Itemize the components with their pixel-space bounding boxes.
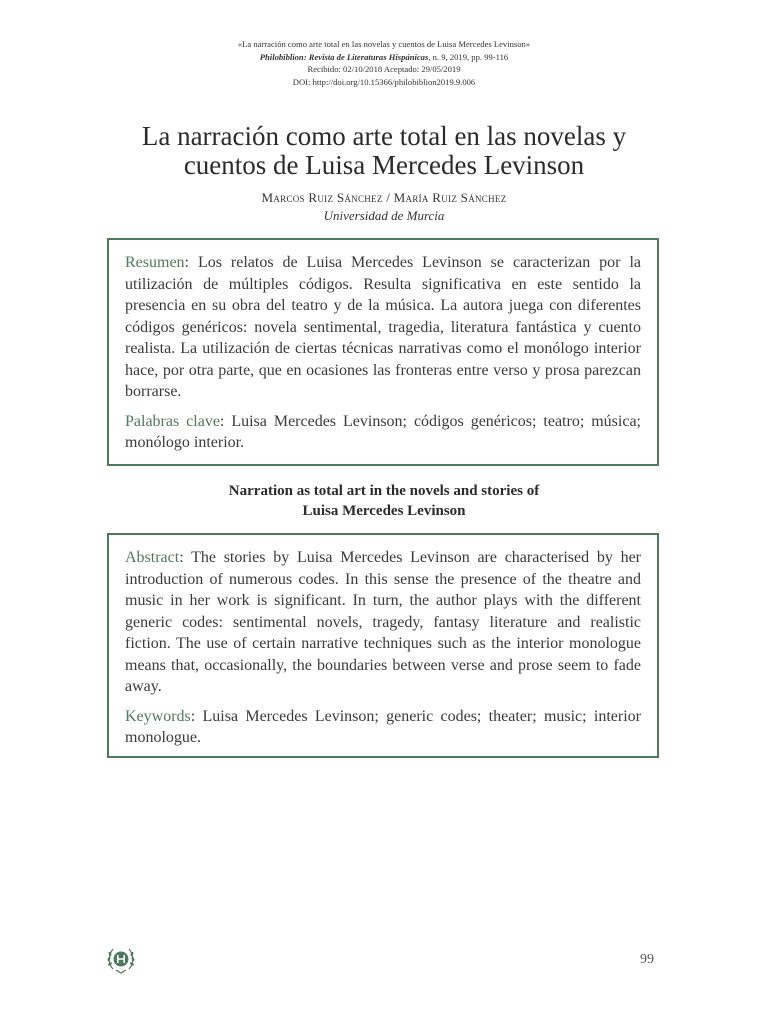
abstract-label: Abstract [125, 549, 180, 566]
palabras-clave-text: : Luisa Mercedes Levinson; códigos genéricos; teatro; música; monólogo interior. [125, 412, 642, 451]
article-title [60, 122, 708, 180]
abstract-box [107, 533, 659, 758]
doi-line: DOI: http://doi.org/10.15366/philobiblion2019.9.006 [292, 76, 476, 87]
affiliation: Universidad de Murcia [323, 208, 445, 223]
english-title-line-2: Luisa Mercedes Levinson [302, 503, 466, 519]
citation-line: «La narración como arte total en las novelas y cuentos de Luisa Mercedes Levinson» [237, 39, 531, 49]
page-number: 99 [640, 952, 654, 967]
abstract-text: : The stories by Luisa Mercedes Levinson are characterised by her introduction of numerous codes. In this sense the presence of the theatre and music in her work is significant. In turn, the author plays with the different generic codes: sentimental novels, tragedy, fantasy literature and realistic fiction. The use of certain narrative techniques such as the interior monologue means that, occasionally, the boundaries between verse and prose seem to fade away. [125, 549, 641, 695]
journal-line [0, 51, 768, 64]
authors: Marcos Ruiz Sánchez / María Ruiz Sánchez [261, 190, 507, 205]
citation-header [0, 38, 768, 88]
keywords-text: : Luisa Mercedes Levinson; generic codes; theater; music; interior monologue. [125, 707, 641, 746]
journal-name: Philobiblion: Revista de Literaturas Hispánicas [259, 51, 429, 62]
journal-issue: , n. 9, 2019, pp. 99-116 [428, 51, 509, 62]
keywords-paragraph [125, 706, 641, 749]
laurel-wreath-logo-icon [104, 942, 138, 976]
english-title [0, 481, 768, 521]
resumen-text: : Los relatos de Luisa Mercedes Levinson se caracterizan por la utilización de múltiples códigos. Resulta significativa en este sentido la presencia en su obra del teatro y de la música. La autora juega con diferentes códigos genéricos: novela sentimental, tragedia, literatura fantástica y cuento realista. La utilización de ciertas técnicas narrativas como el monólogo interior hace, por otra parte, que en ocasiones las fronteras entre verso y prosa parezcan borrarse. [125, 254, 641, 400]
resumen-label: Resumen [125, 254, 185, 271]
resumen-paragraph [125, 252, 641, 403]
resumen-box [107, 238, 659, 466]
dates-line: Recibido: 02/10/2018 Aceptado: 29/05/2019 [307, 64, 461, 75]
title-line-2: cuentos de Luisa Mercedes Levinson [183, 150, 585, 180]
abstract-paragraph [125, 547, 641, 698]
palabras-clave-label: Palabras clave [125, 412, 220, 430]
keywords-label: Keywords [125, 707, 191, 725]
palabras-clave-paragraph [125, 411, 641, 454]
english-title-line-1: Narration as total art in the novels and stories of [228, 483, 540, 499]
title-line-1: La narración como arte total en las novelas y [141, 121, 627, 151]
